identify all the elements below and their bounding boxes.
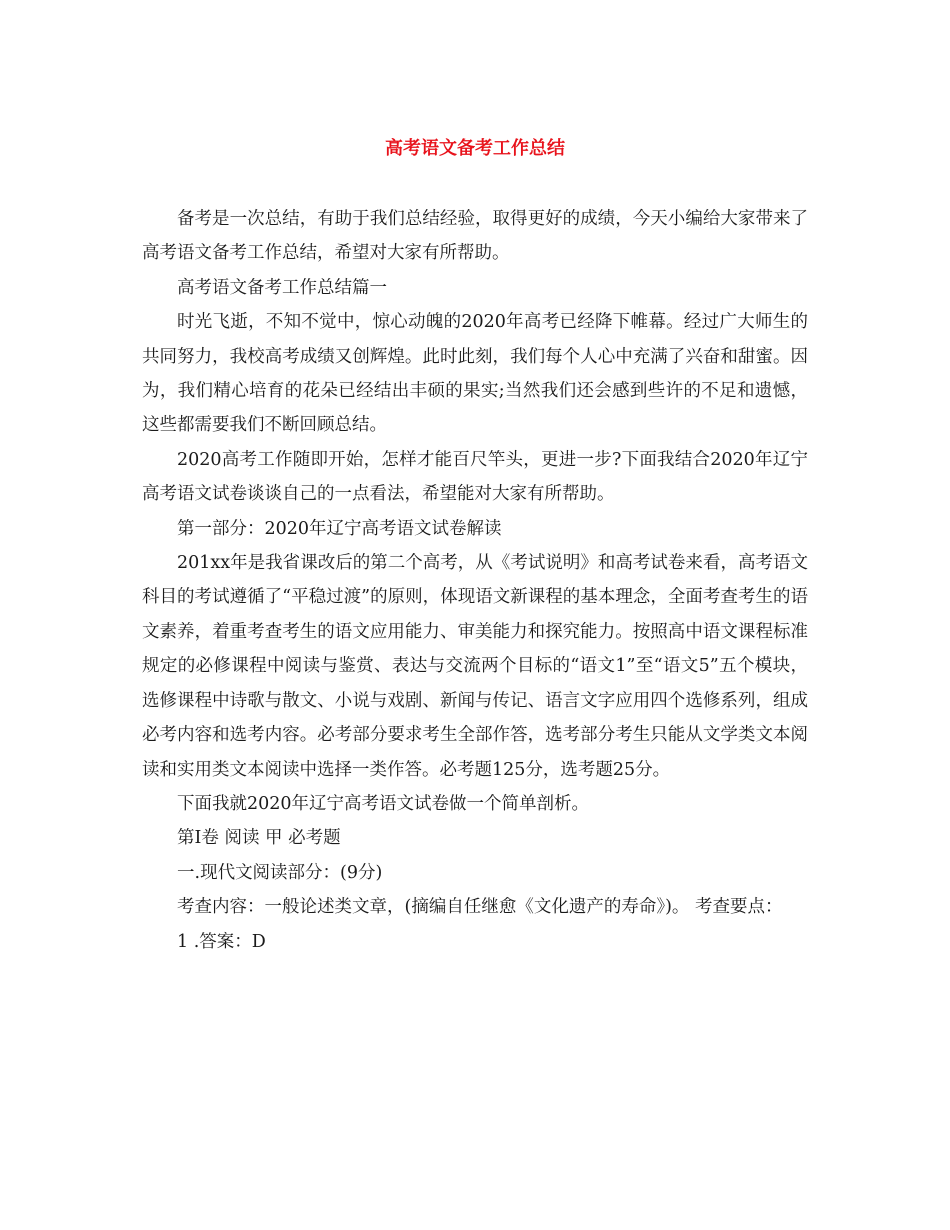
paragraph-exam-content: 考查内容：一般论述类文章，(摘编自任继愈《文化遗产的寿命》)。 考查要点： (177, 897, 783, 918)
answer-line: 1 .答案：D (177, 931, 266, 952)
paragraph-simple-analysis: 下面我就2020年辽宁高考语文试卷做一个简单剖析。 (177, 793, 590, 814)
section-heading-part-one: 高考语文备考工作总结篇一 (177, 277, 387, 298)
heading-volume-one: 第Ⅰ卷 阅读 甲 必考题 (177, 828, 341, 849)
paragraph-intro: 备考是一次总结，有助于我们总结经验，取得更好的成绩，今天小编给大家带来了高考语文备考工作总结，希望对大家有所帮助。 (142, 209, 808, 264)
document-title: 高考语文备考工作总结 (385, 138, 565, 159)
section-heading-first-part: 第一部分：2020年辽宁高考语文试卷解读 (177, 518, 502, 539)
paragraph-2020-work: 2020高考工作随即开始，怎样才能百尺竿头，更进一步?下面我结合2020年辽宁高考语文试卷谈谈自己的一点看法，希望能对大家有所帮助。 (142, 449, 808, 505)
heading-modern-reading: 一.现代文阅读部分：(9分) (177, 862, 383, 883)
document-body (142, 202, 808, 959)
paragraph-exam-analysis: 201xx年是我省课改后的第二个高考，从《考试说明》和高考试卷来看，高考语文科目的考试遵循了“平稳过渡”的原则，体现语文新课程的基本理念，全面考查考生的语文素养，着重考查考生的语文应用能力、审美能力和探究能力。按照高中语文课程标准规定的必修课程中阅读与鉴赏、表达与交流两个目标的“语文1”至“语文5”五个模块，选修课程中诗歌与散文、小说与戏剧、新闻与传记、语言文字应用四个选修系列，组成必考内容和选考内容。必考部分要求考生全部作答，选考部分考生只能从文学类文本阅读和实用类文本阅读中选择一类作答。必考题125分，选考题25分。 (142, 553, 808, 780)
paragraph-time-flies: 时光飞逝，不知不觉中，惊心动魄的2020年高考已经降下帷幕。经过广大师生的共同努力，我校高考成绩又创辉煌。此时此刻，我们每个人心中充满了兴奋和甜蜜。因为，我们精心培育的花朵已经结出丰硕的果实;当然我们还会感到些许的不足和遗憾，这些都需要我们不断回顾总结。 (142, 312, 808, 436)
